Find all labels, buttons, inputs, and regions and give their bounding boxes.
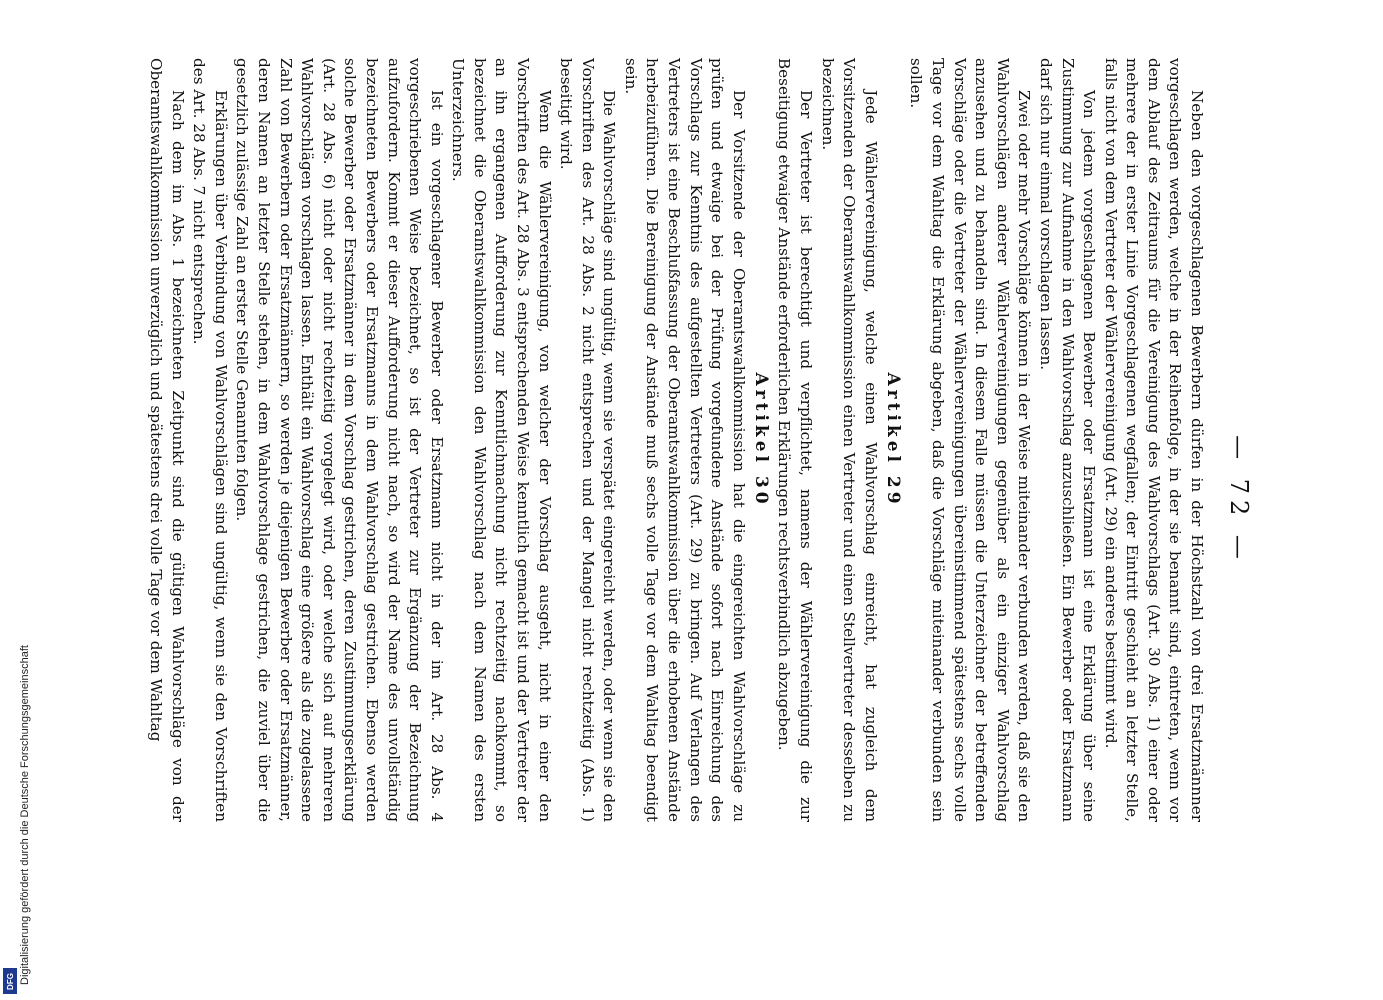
paragraph: Neben den vorgeschlagenen Bewerbern dürfen in der Höchstzahl von drei Ersatzmännner vorgeschlagen werden, welche in der Reihenfolge, in der sie benannt sind, eintreten, wenn vor dem Ablauf des Zeitraums für die Vereinigung des Wahlvorschlags (Art. 30 Abs. 1) einer oder mehrere der in erster Linie Vorgeschlagenen wegfallen; der Eintritt geschieht an letzter Stelle, falls nicht von dem Vertreter der Wählervereinigung (Art. 29) ein anderes bestimmt wird.: [1101, 58, 1206, 822]
paragraph: Von jedem vorgeschlagenen Bewerber oder Ersatzmann ist eine Erklärung über seine Zustimmung zur Aufnahme in den Wahlvorschlag anzuschließen. Ein Bewerber oder Ersatzmann darf sich nur einmal vorschlagen lassen.: [1036, 58, 1099, 822]
paragraph: Wenn die Wählervereinigung, von welcher der Vorschlag ausgeht, nicht in einer den Vorschriften des Art. 28 Abs. 3 entsprechenden Weise kenntlich gemacht ist und der Vertreter der an ihn ergangenen Aufforderung zur Kenntlichmachung nicht rechtzeitig nachkommt, so bezeichnet die Oberamtswahlkommission den Wahlvorschlag nach dem Namen des ersten Unterzeichners.: [449, 58, 554, 822]
dfg-logo: DFG: [3, 968, 17, 994]
paragraph: Der Vorsitzende der Oberamtswahlkommission hat die eingereichten Wahlvorschläge zu prüfen und etwaige bei der Prüfung vorgefundene Anstände sofort nach Einreichung des Vorschlags zur Kenntnis des aufgestellten Vertreters (Art. 29) zu bringen. Auf Verlangen des Vertreters ist eine Beschlußfassung der Oberamtswahlkommission über die erhobenen Anstände herbeizuführen. Die Bereinigung der Anstände muß sechs volle Tage vor dem Wahltag beendigt sein.: [621, 58, 748, 822]
paragraph: Erklärungen über Verbindung von Wahlvorschlägen sind ungültig, wenn sie den Vorschriften des Art. 28 Abs. 7 nicht entsprechen.: [190, 58, 230, 822]
paragraph: Die Wahlvorschläge sind ungültig, wenn sie verspätet eingereicht werden, oder wenn sie den Vorschriften des Art. 28 Abs. 2 nicht entsprechen und der Mangel nicht rechtzeitig (Abs. 1) beseitigt wird.: [557, 58, 619, 822]
paragraph: Ist ein vorgeschlagener Bewerber oder Ersatzmann nicht in der im Art. 28 Abs. 4 vorgeschriebenen Weise bezeichnet, so ist der Vertreter zur Ergänzung der Bezeichnung aufzufordern. Kommt er dieser Aufforderung nicht nach, so wird der Name des unvollständig bezeichneten Bewerbers oder Ersatzmanns in dem Wahlvorschlag gestrichen. Ebenso werden solche Bewerber oder Ersatzmänner in dem Vorschlag gestrichen, deren Zustimmungserklärung (Art. 28 Abs. 6) nicht oder nicht rechtzeitig vorgelegt wird, oder welche sich auf mehreren Wahlvorschlägen vorschlagen lassen. Enthält ein Wahlvorschlag eine größere als die zugelassene Zahl von Bewerbern oder Ersatzmännern, so werden je diejenigen Bewerber oder Ersatzmänner, deren Namen an letzter Stelle stehen, in dem Wahlvorschlage gestrichen, die zuviel über die gesetzlich zulässige Zahl an erster Stelle Genannten folgen.: [233, 58, 446, 822]
article-30-heading: Artikel 30: [750, 372, 771, 508]
page-number: — 72 —: [1225, 435, 1253, 565]
paragraph: Zwei oder mehr Vorschläge können in der Weise miteinander verbunden werden, daß sie den Wahlvorschlägen anderer Wählervereinigungen gegenüber als ein einziger Wahlvorschlag anzusehen und zu behandeln sind. In diesem Falle müssen die Unterzeichner der betreffenden Vorschläge oder die Vertreter der Wählervereinigungen übereinstimmend spätestens sechs volle Tage vor dem Wahltag die Erklärung abgeben, daß die Vorschläge miteinander verbunden sein sollen.: [907, 58, 1034, 822]
article-29-heading: Artikel 29: [882, 372, 903, 508]
paragraph: Der Vertreter ist berechtigt und verpflichtet, namens der Wählervereinigung die zur Beseitigung etwaiger Anstände erforderlichen Erklärungen rechtsverbindlich abzugeben.: [775, 58, 816, 822]
paragraph: Jede Wählervereinigung, welche einen Wahlvorschlag einreicht, hat zugleich dem Vorsitzenden der Oberamtswahlkommission einen Vertreter und einen Stellvertreter desselben zu bezeichnen.: [818, 58, 880, 822]
paragraph: Nach dem im Abs. 1 bezeichneten Zeitpunkt sind die gültigen Wahlvorschläge von der Oberamtswahlkommission unverzüglich und spätestens drei volle Tage vor dem Wahltag: [147, 58, 187, 822]
credit-text: Digitalisierung gefördert durch die Deutsche Forschungsgemeinschaft: [19, 645, 31, 985]
page-text: [147, 58, 1207, 822]
